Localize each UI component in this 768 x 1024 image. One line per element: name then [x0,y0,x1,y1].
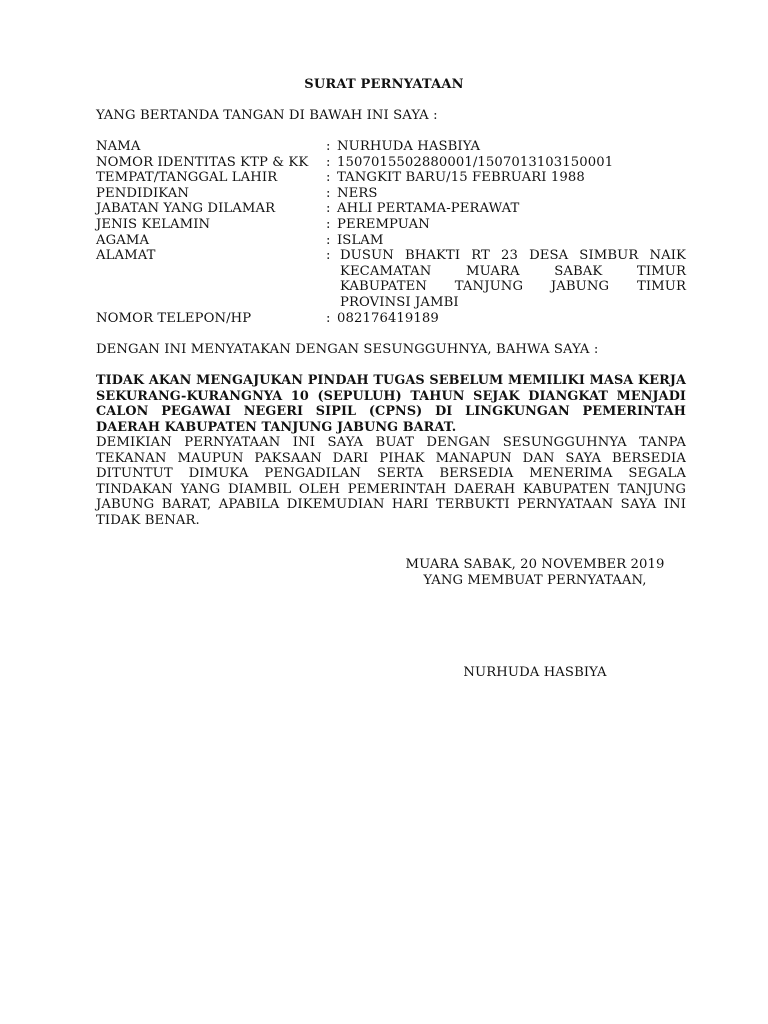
field-row-jabatan [96,201,686,217]
field-row-jenis-kelamin [96,217,686,233]
field-colon: : [326,185,331,201]
statement-paragraph: TIDAK AKAN MENGAJUKAN PINDAH TUGAS SEBELUM MEMILIKI MASA KERJA SEKURANG-KURANGNYA 10 (SEPULUH) TAHUN SEJAK DIANGKAT MENJADI CALON PEGAWAI NEGERI SIPIL (CPNS) DI LINGKUNGAN PEMERINTAH DAERAH KABUPATEN TANJUNG JABUNG BARAT. [96,373,686,435]
intro-text: YANG BERTANDA TANGAN DI BAWAH INI SAYA : [96,108,438,123]
field-value: DUSUN BHAKTI RT 23 DESA SIMBUR NAIK KECAMATAN MUARA SABAK TIMUR KABUPATEN TANJUNG JABUNG TIMUR PROVINSI JAMBI [340,248,686,310]
field-label: NAMA [96,139,141,154]
field-row-alamat [96,248,686,310]
field-row-nama [96,139,686,155]
field-value: 1507015502880001/1507013103150001 [337,154,614,170]
field-colon: : [326,201,331,217]
signer-role: YANG MEMBUAT PERNYATAAN, [423,572,647,588]
signer-name: NURHUDA HASBIYA [463,665,607,680]
field-value: PEREMPUAN [337,216,430,232]
signer-name-block [390,665,680,681]
field-row-agama [96,233,686,249]
field-value: 082176419189 [337,310,439,326]
field-row-telepon [96,311,686,327]
identity-fields [96,139,686,326]
field-row-identitas [96,155,686,171]
field-value: TANGKIT BARU/15 FEBRUARI 1988 [337,170,585,186]
field-colon: : [326,310,331,326]
field-label: NOMOR TELEPON/HP [96,310,252,326]
field-colon: : [326,139,331,154]
field-label: JABATAN YANG DILAMAR [96,201,276,217]
field-row-ttl [96,170,686,186]
field-colon: : [326,154,331,170]
place-date: MUARA SABAK, 20 NOVEMBER 2019 [405,557,665,572]
field-label: PENDIDIKAN [96,185,189,201]
field-colon: : [326,232,331,248]
field-colon: : [326,248,331,264]
field-value: AHLI PERTAMA-PERAWAT [337,201,520,217]
field-label: NOMOR IDENTITAS KTP & KK [96,154,309,170]
field-value: NURHUDA HASBIYA [337,139,481,154]
field-label: JENIS KELAMIN [96,216,211,232]
declaration-intro: DENGAN INI MENYATAKAN DENGAN SESUNGGUHNYA, BAHWA SAYA : [96,342,599,357]
field-colon: : [326,170,331,186]
field-value: ISLAM [337,232,384,248]
closing-paragraph: DEMIKIAN PERNYATAAN INI SAYA BUAT DENGAN SESUNGGUHNYA TANPA TEKANAN MAUPUN PAKSAAN DARI PIHAK MANAPUN DAN SAYA BERSEDIA DITUNTUT DIMUKA PENGADILAN SERTA BERSEDIA MENERIMA SEGALA TINDAKAN YANG DIAMBIL OLEH PEMERINTAH DAERAH KABUPATEN TANJUNG JABUNG BARAT, APABILA DIKEMUDIAN HARI TERBUKTI PERNYATAAN SAYA INI TIDAK BENAR. [96,435,686,528]
field-value: NERS [337,185,378,201]
field-label: ALAMAT [96,248,156,264]
field-row-pendidikan [96,186,686,202]
field-label: AGAMA [96,232,150,248]
signature-block [390,557,680,588]
document-title: SURAT PERNYATAAN [304,77,464,92]
field-colon: : [326,216,331,232]
field-label: TEMPAT/TANGGAL LAHIR [96,170,278,186]
